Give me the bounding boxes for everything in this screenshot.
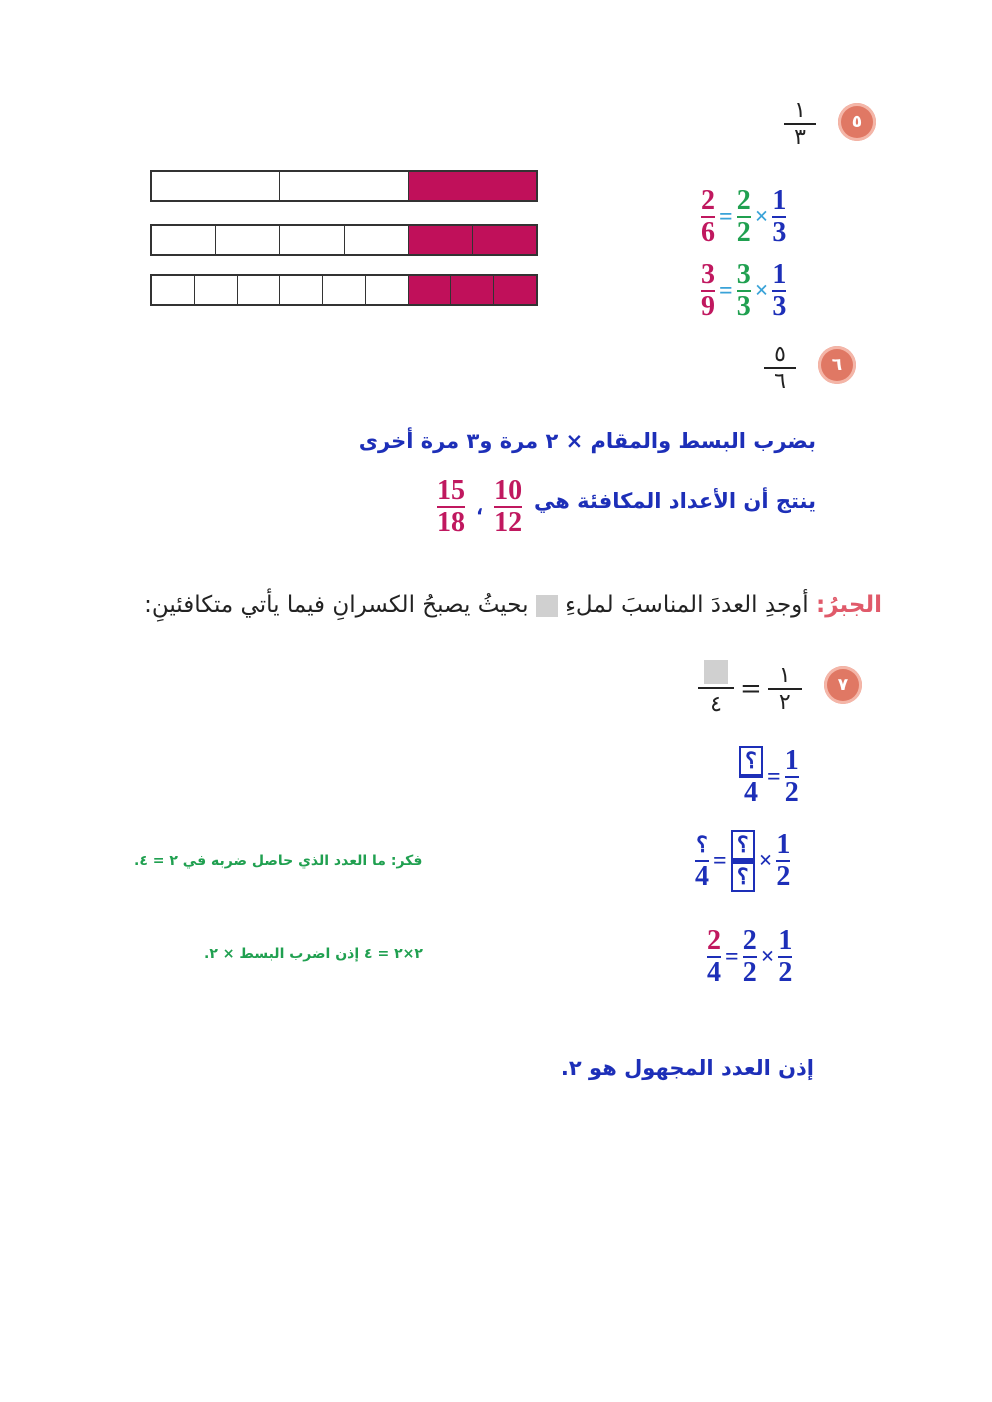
algebra-instruction (144, 592, 882, 618)
base-fraction: 1 2 (776, 829, 791, 892)
equals-sign: = (719, 277, 733, 304)
unshaded-part (344, 226, 408, 254)
separator-comma: ، (476, 494, 484, 519)
fraction-strip-3 (150, 170, 538, 202)
shaded-part (408, 276, 451, 304)
times-sign: × (760, 943, 775, 970)
equation-q5-1 (700, 186, 787, 248)
result-fraction: 3 9 (701, 259, 715, 322)
shaded-part (472, 226, 536, 254)
unshaded-part (279, 226, 343, 254)
equals-sign: = (713, 847, 727, 874)
equation-q5-2 (700, 260, 787, 322)
multiplier-fraction: 2 2 (736, 185, 751, 248)
unknown-fraction: ؟ 4 (738, 746, 764, 808)
times-sign: × (754, 203, 769, 230)
q7-step-2 (694, 830, 791, 892)
shaded-part (408, 172, 536, 200)
equals-sign: = (719, 203, 733, 230)
shaded-part (450, 276, 493, 304)
question-6-badge: ٦ (818, 346, 856, 384)
algebra-label: الجبرُ: (816, 592, 882, 618)
unshaded-part (152, 276, 194, 304)
result-fraction: 2 4 (707, 925, 721, 988)
times-sign: × (754, 277, 769, 304)
instruction-text-a: أوجدِ العددَ المناسبَ لملءِ (565, 592, 809, 618)
unshaded-part (152, 172, 279, 200)
given-fraction-q6 (764, 342, 796, 394)
multiplier-fraction: 3 3 (736, 259, 751, 322)
equals-sign: = (740, 673, 762, 704)
q7-step-3 (706, 926, 793, 988)
denominator: ٣ (794, 125, 806, 150)
unknown-fraction: ؟ 4 (695, 832, 709, 892)
base-fraction: 1 3 (772, 259, 787, 322)
unknown-multiplier: ؟ ؟ (730, 830, 756, 892)
equals-sign: = (725, 943, 739, 970)
q7-step-1 (738, 746, 800, 808)
shaded-part (408, 226, 472, 254)
result-fraction: 2 6 (701, 185, 715, 248)
given-fraction-q5 (784, 98, 816, 150)
fraction-strip-6 (150, 224, 538, 256)
conclusion: إذن العدد المجهول هو ٢. (560, 1056, 814, 1080)
hint-think: فكر: ما العدد الذي حاصل ضربه في ٢ = ٤. (134, 853, 423, 869)
unshaded-part (237, 276, 280, 304)
unshaded-part (279, 172, 407, 200)
equivalent-fraction-2: 15 18 (437, 475, 465, 538)
equals-sign: = (767, 763, 781, 790)
given-fraction: ١ ٢ (768, 663, 802, 715)
given-equation-q7 (698, 660, 802, 717)
fraction-strip-9 (150, 274, 538, 306)
q6-result-text: ينتج أن الأعداد المكافئة هي (534, 489, 816, 513)
shaded-part (493, 276, 536, 304)
denominator: ٦ (774, 369, 786, 394)
unshaded-part (194, 276, 237, 304)
unshaded-part (365, 276, 408, 304)
base-fraction: 1 2 (784, 745, 799, 808)
question-5-badge: ٥ (838, 103, 876, 141)
unknown-fraction: ٤ (698, 660, 734, 717)
instruction-text-b: بحيثُ يصبحُ الكسرانِ فيما يأتي متكافئينِ: (144, 592, 529, 618)
hint-multiply: ٢×٢ = ٤ إذن اضرب البسط × ٢. (204, 946, 423, 962)
q6-explanation-line: بضرب البسط والمقام × ٢ مرة و٣ مرة أخرى (358, 429, 816, 453)
unshaded-part (279, 276, 322, 304)
unshaded-part (215, 226, 279, 254)
question-7-badge: ٧ (824, 666, 862, 704)
equivalent-fraction-1: 10 12 (494, 475, 523, 538)
base-fraction: 1 3 (772, 185, 787, 248)
unshaded-part (322, 276, 365, 304)
multiplier-fraction: 2 2 (742, 925, 757, 988)
times-sign: × (758, 847, 773, 874)
numerator: ٥ (774, 342, 786, 367)
numerator: ١ (794, 98, 806, 123)
blank-square-icon (704, 660, 728, 684)
unshaded-part (152, 226, 215, 254)
equivalent-fractions (436, 476, 523, 538)
blank-square-icon (536, 595, 558, 617)
base-fraction: 1 2 (778, 925, 793, 988)
